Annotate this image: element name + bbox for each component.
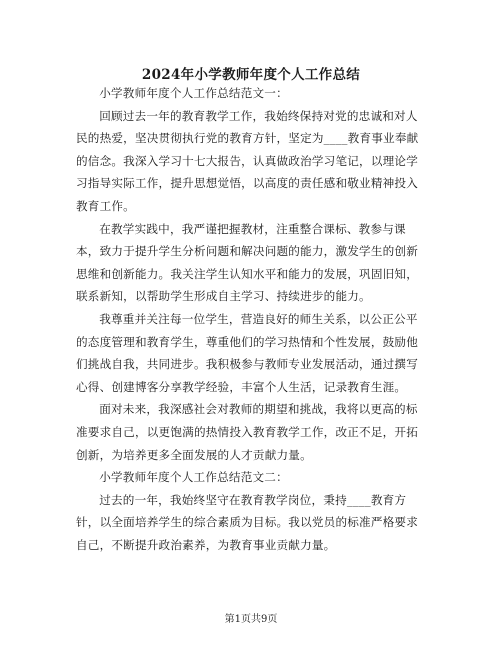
paragraph: 面对未来，我深感社会对教师的期望和挑战，我将以更高的标准要求自己，以更饱满的热情投入教育教学工作，改正不足，开拓创新，为培养更多全面发展的人才贡献力量。 xyxy=(76,402,419,462)
paragraph: 我尊重并关注每一位学生，营造良好的师生关系，以公正公平的态度管理和教育学生，尊重他们的学习热情和个性发展，鼓励他们挑战自我，共同进步。我积极参与教师专业发展活动，通过撰写心得、创建博客分享教学经验，丰富个人生活，记录教育生涯。 xyxy=(76,311,419,394)
section-heading-2: 小学教师年度个人工作总结范文二： xyxy=(99,470,288,485)
document-title: 2024年小学教师年度个人工作总结 xyxy=(141,67,361,83)
paragraph: 过去的一年，我始终坚守在教育教学岗位，秉持____教育方针，以全面培养学生的综合素质为目标。我以党员的标准严格要求自己，不断提升政治素养，为教育事业贡献力量。 xyxy=(76,492,419,552)
paragraph: 回顾过去一年的教育教学工作，我始终保持对党的忠诚和对人民的热爱，坚决贯彻执行党的教育方针，坚定为____教育事业奉献的信念。我深入学习十七大报告，认真做政治学习笔记，以理论学习指导实际工作，提升思想觉悟，以高度的责任感和敬业精神投入教育工作。 xyxy=(76,108,419,213)
page-number: 第1页共9页 xyxy=(224,614,278,625)
document-body xyxy=(76,82,424,556)
paragraph: 在教学实践中，我严谨把握教材，注重整合课标、教参与课本，致力于提升学生分析问题和解决问题的能力，激发学生的创新思维和创新能力。我关注学生认知水平和能力的发展，巩固旧知，联系新知，以帮助学生形成自主学习、持续进步的能力。 xyxy=(76,221,419,304)
section-heading-1: 小学教师年度个人工作总结范文一： xyxy=(99,86,288,100)
